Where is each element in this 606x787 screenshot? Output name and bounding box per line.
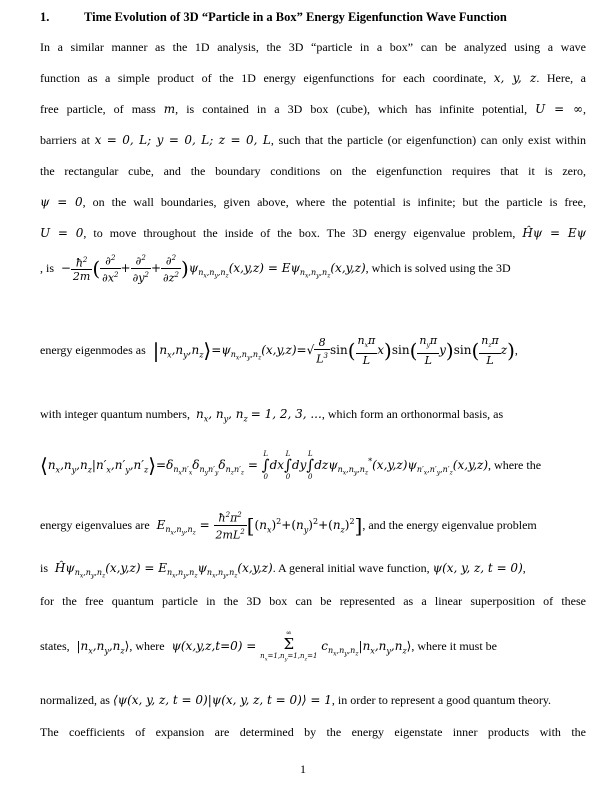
superposition-equation: ψ(x,y,z,t=0) = ∞ Σ $n_x=1,n_y=1,n_z=1$ $c_{n_x,n_y,n_z}|n_x,n_y,n_z⟩$ xyxy=(171,629,412,663)
quantum-number-values: = 1, 2, 3, ... xyxy=(250,407,322,421)
section-heading xyxy=(40,10,507,25)
energy-eigenvalue-equation: $E_{n_x,n_y,n_z}$ = $\frac{ħ^2\pi^2}{2mL^2}$ $[(n_x)^2+(n_y)^2+(n_z)^2]$ xyxy=(156,511,363,542)
coordinate-symbols: x, y, z xyxy=(493,71,537,85)
paragraph-line-8: , is − $\frac{ħ^2}{2m}$ ( $\frac{\partial^2}{\partial x^2}$ + $\frac{\partial^2}{\partial y^2}$ + $\frac{\partial^2}{\partial z^2}$ )$\psi_{n_x,n_y,n_z}(x,y,z) = E\psi_{n_x,n_y,n_z}(x,y,z)$, which is solved using the 3D xyxy=(40,254,511,285)
paragraph-line-4: barriers at x = 0, L; y = 0, L; z = 0, L, such that the particle (or eigenfunction) can only exist within xyxy=(40,133,586,147)
hamiltonian-eigen-equation: $Ĥ\psi_{n_x,n_y,n_z}(x,y,z) = E_{n_x,n_y,n_z}\psi_{n_x,n_y,n_z}(x,y,z)$ xyxy=(54,561,273,580)
paragraph-line-6: ψ = 0, on the wall boundaries, given above, where the potential is infinite; but the particle is free, xyxy=(40,195,586,209)
mass-symbol: m xyxy=(163,102,176,116)
paragraph-line-11: $⟨n_x,n_y,n_z|n'_x,n'_y,n'_z⟩=\delta_{n_xn'_x}\delta_{n_yn'_y}\delta_{n_zn'_z} = L$ ∫ 0dxL ∫ 0dyL ∫ $0dz\psi_{n_x,n_y,n_z}^*(x,y,z)\psi_{n'_x,n'_y,n'_z}(x,y,z)$, where the xyxy=(40,450,542,481)
paragraph-line-15: states, $|n_x,n_y,n_z⟩$, where ψ(x,y,z,t=0) = ∞ Σ $n_x=1,n_y=1,n_z=1$ $c_{n_x,n_y,n_z}|n_x,n_y,n_z⟩$, where it must be xyxy=(40,629,497,663)
paragraph-line-14: for the free quantum particle in the 3D box can be represented as a linear superposition of these xyxy=(40,594,586,608)
orthonormality-equation: $⟨n_x,n_y,n_z|n'_x,n'_y,n'_z⟩=\delta_{n_xn'_x}\delta_{n_yn'_y}\delta_{n_zn'_z} = L$ ∫ 0dxL ∫ 0dyL ∫ $0dz\psi_{n_x,n_y,n_z}^*(x,y,z)\psi_{n'_x,n'_y,n'_z}(x,y,z)$ xyxy=(40,450,489,481)
paragraph-line-3: free particle, of mass m, is contained in a 3D box (cube), which has infinite potential, U = ∞, xyxy=(40,102,587,116)
paragraph-line-9: energy eigenmodes as $|n_x,n_y,n_z⟩=\psi_{n_x,n_y,n_z}(x,y,z)=√$ $\frac{8}{L^3}$ sin( $\frac{n_x\pi}{L}$ x)sin( $\frac{n_y\pi}{L}$ y)sin( $\frac{n_z\pi}{L}$ z), xyxy=(40,334,518,367)
paragraph-line-12: energy eigenvalues are $E_{n_x,n_y,n_z}$ = $\frac{ħ^2\pi^2}{2mL^2}$ $[(n_x)^2+(n_y)^2+(n_z)^2]$, and the energy eigenvalue problem xyxy=(40,511,537,542)
paragraph-line-2: function as a simple product of the 1D energy eigenfunctions for each coordinate, x, y, z. Here, a xyxy=(40,71,587,85)
infinite-potential-equation: U = ∞ xyxy=(535,102,584,116)
section-title: Time Evolution of 3D “Particle in a Box” Energy Eigenfunction Wave Function xyxy=(84,10,507,24)
zero-potential-equation: U = 0 xyxy=(40,226,84,240)
section-number: 1. xyxy=(40,10,50,24)
paragraph-line-16: normalized, as ⟨ψ(x, y, z, t = 0)|ψ(x, y, z, t = 0)⟩ = 1, in order to represent a good quantum theory. xyxy=(40,693,552,707)
paragraph-line-7: U = 0, to move throughout the inside of the box. The 3D energy eigenvalue problem, Ĥψ = Eψ xyxy=(40,226,587,240)
paragraph-line-17: The coefficients of expansion are determined by the energy eigenstate inner products with the xyxy=(40,725,586,739)
eigenmode-equation: $|n_x,n_y,n_z⟩=\psi_{n_x,n_y,n_z}(x,y,z)=√$ $\frac{8}{L^3}$ sin( $\frac{n_x\pi}{L}$ x)sin( $\frac{n_y\pi}{L}$ y)sin( $\frac{n_z\pi}{L}$ z) xyxy=(152,334,515,367)
zero-wavefunction-equation: ψ = 0 xyxy=(40,195,83,209)
eigenvalue-problem-equation: Ĥψ = Eψ xyxy=(522,226,587,240)
boundary-equation: x = 0, L; y = 0, L; z = 0, L xyxy=(94,133,271,147)
initial-wavefunction: ψ(x, y, z, t = 0) xyxy=(432,561,523,575)
schrodinger-equation: − $\frac{ħ^2}{2m}$ ( $\frac{\partial^2}{\partial x^2}$ + $\frac{\partial^2}{\partial y^2}$ + $\frac{\partial^2}{\partial z^2}$ )$\psi_{n_x,n_y,n_z}(x,y,z) = E\psi_{n_x,n_y,n_z}(x,y,z)$ xyxy=(57,254,366,285)
page-number: 1 xyxy=(300,762,306,776)
quantum-number-symbols: $n_x$, $n_y$, $n_z$ xyxy=(195,407,248,424)
paragraph-line-5: the rectangular cube, and the boundary conditions on the eigenfunction requires that it is zero, xyxy=(40,164,586,178)
normalization-equation: ⟨ψ(x, y, z, t = 0)|ψ(x, y, z, t = 0)⟩ = 1 xyxy=(112,693,332,707)
paragraph-line-10: with integer quantum numbers, $n_x$, $n_y$, $n_z = 1$, 2, 3, ..., which form an orthonormal basis, as xyxy=(40,407,504,424)
paragraph-line-13: is $Ĥ\psi_{n_x,n_y,n_z}(x,y,z) = E_{n_x,n_y,n_z}\psi_{n_x,n_y,n_z}(x,y,z)$. A general initial wave function, ψ(x, y, z, t = 0), xyxy=(40,561,526,580)
paragraph-line-1: In a similar manner as the 1D analysis, the 3D “particle in a box” can be analyzed using a wave xyxy=(40,40,586,54)
state-ket: $|n_x,n_y,n_z⟩$ xyxy=(72,639,130,656)
